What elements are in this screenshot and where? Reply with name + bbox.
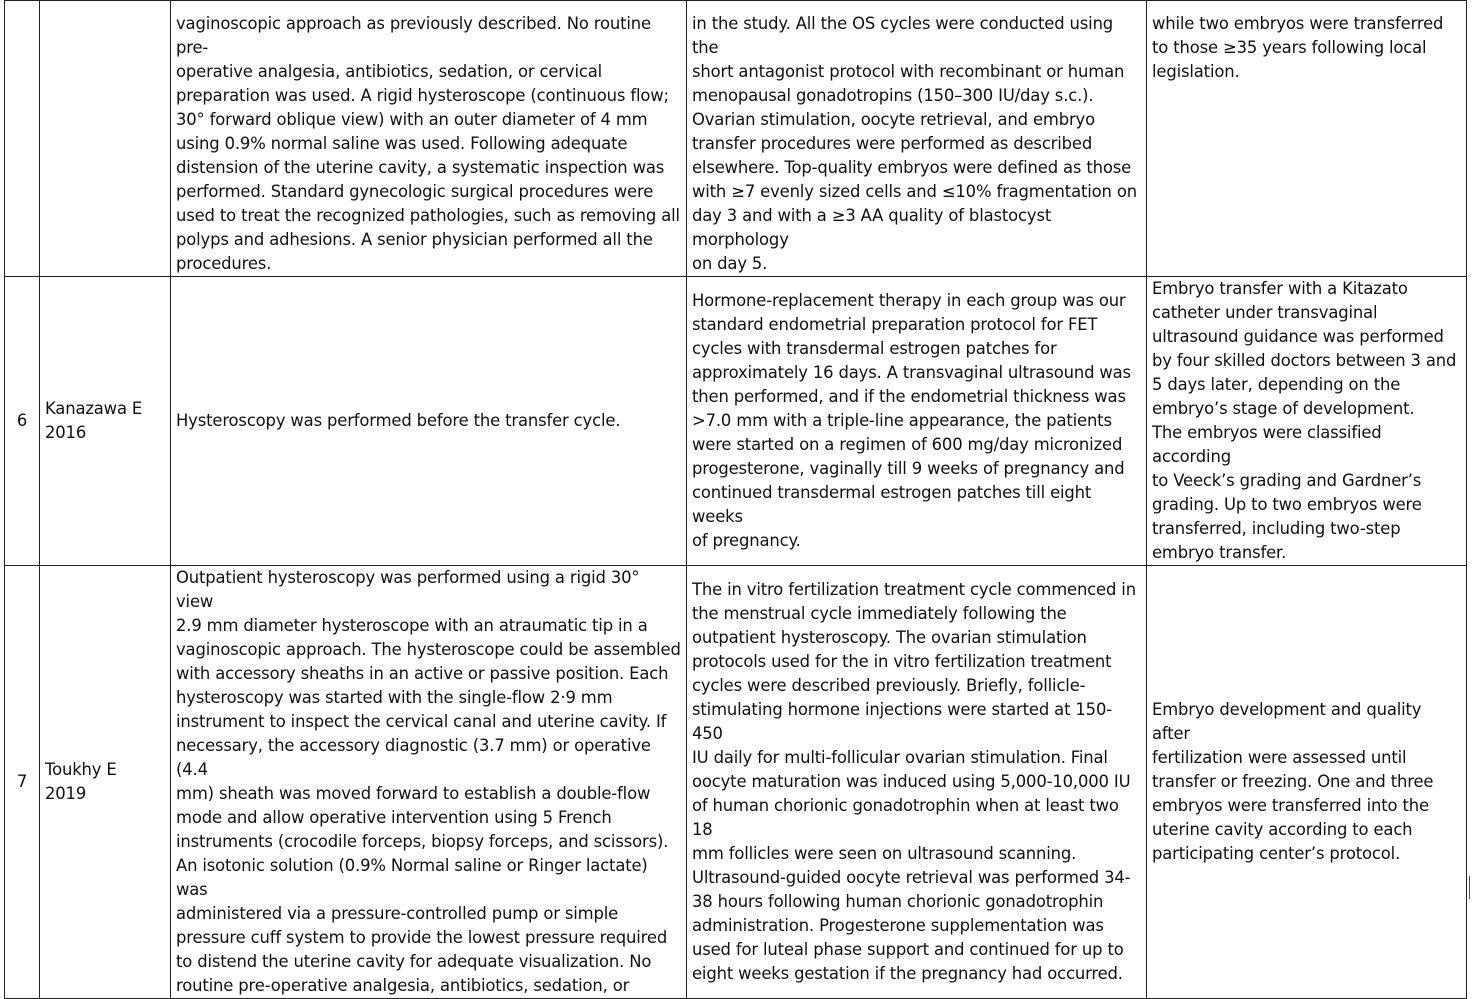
ivf-protocol-cell: Hormone-replacement therapy in each group was our standard endometrial preparation protocol for FET cycles with transdermal estrogen patches for approximately 16 days. A transvaginal ultrasound was then performed, and if the endometrial thickness was >7.0 mm with a triple-line appearance, the patients were started on a regimen of 600 mg/day micronized progesterone, vaginally till 9 weeks of pregnancy and continued transdermal estrogen patches till eight weeks of pregnancy. — [687, 277, 1147, 566]
study-cell: Kanazawa E 2016 — [40, 277, 171, 566]
ivf-protocol-cell: in the study. All the OS cycles were conducted using the short antagonist protocol with recombinant or human menopausal gonadotropins (150–300 IU/day s.c.). Ovarian stimulation, oocyte retrieval, and embryo transfer procedures were performed as described elsewhere. Top-quality embryos were defined as those with ≥7 evenly sized cells and ≤10% fragmentation on day 3 and with a ≥3 AA quality of blastocyst morphology on day 5. — [687, 1, 1147, 277]
study-table — [4, 0, 1467, 999]
study-cell — [40, 1, 171, 277]
embryo-transfer-cell: while two embryos were transferred to those ≥35 years following local legislation. — [1147, 1, 1467, 277]
hysteroscopy-cell: Hysteroscopy was performed before the transfer cycle. — [171, 277, 687, 566]
embryo-transfer-cell: Embryo development and quality after fertilization were assessed until transfer or freezing. One and three embryos were transferred into the uterine cavity according to each participating center’s protocol. — [1147, 566, 1467, 999]
table-row — [5, 1, 1467, 277]
table-row — [5, 277, 1467, 566]
hysteroscopy-cell: Outpatient hysteroscopy was performed using a rigid 30° view 2.9 mm diameter hysteroscope with an atraumatic tip in a vaginoscopic approach. The hysteroscope could be assembled with accessory sheaths in an active or passive position. Each hysteroscopy was started with the single-flow 2·9 mm instrument to inspect the cervical canal and uterine cavity. If necessary, the accessory diagnostic (3.7 mm) or operative (4.4 mm) sheath was moved forward to establish a double-flow mode and allow operative intervention using 5 French instruments (crocodile forceps, biopsy forceps, and scissors). An isotonic solution (0.9% Normal saline or Ringer lactate) was administered via a pressure-controlled pump or simple pressure cuff system to provide the lowest pressure required to distend the uterine cavity for adequate visualization. No routine pre-operative analgesia, antibiotics, sedation, or — [171, 566, 687, 999]
hysteroscopy-cell: vaginoscopic approach as previously described. No routine pre- operative analgesia, antibiotics, sedation, or cervical preparation was used. A rigid hysteroscope (continuous flow; 30° forward oblique view) with an outer diameter of 4 mm using 0.9% normal saline was used. Following adequate distension of the uterine cavity, a systematic inspection was performed. Standard gynecologic surgical procedures were used to treat the recognized pathologies, such as removing all polyps and adhesions. A senior physician performed all the procedures. — [171, 1, 687, 277]
page-edge-mark — [1469, 876, 1470, 899]
ivf-protocol-cell: The in vitro fertilization treatment cycle commenced in the menstrual cycle immediately following the outpatient hysteroscopy. The ovarian stimulation protocols used for the in vitro fertilization treatment cycles were described previously. Briefly, follicle- stimulating hormone injections were started at 150-450 IU daily for multi-follicular ovarian stimulation. Final oocyte maturation was induced using 5,000-10,000 IU of human chorionic gonadotrophin when at least two 18 mm follicles were seen on ultrasound scanning. Ultrasound-guided oocyte retrieval was performed 34- 38 hours following human chorionic gonadotrophin administration. Progesterone supplementation was used for luteal phase support and continued for up to eight weeks gestation if the pregnancy had occurred. — [687, 566, 1147, 999]
row-number-cell: 6 — [5, 277, 40, 566]
row-number-cell: 7 — [5, 566, 40, 999]
row-number-cell — [5, 1, 40, 277]
study-cell: Toukhy E 2019 — [40, 566, 171, 999]
embryo-transfer-cell: Embryo transfer with a Kitazato catheter under transvaginal ultrasound guidance was performed by four skilled doctors between 3 and 5 days later, depending on the embryo’s stage of development. The embryos were classified according to Veeck’s grading and Gardner’s grading. Up to two embryos were transferred, including two-step embryo transfer. — [1147, 277, 1467, 566]
table-row — [5, 566, 1467, 999]
